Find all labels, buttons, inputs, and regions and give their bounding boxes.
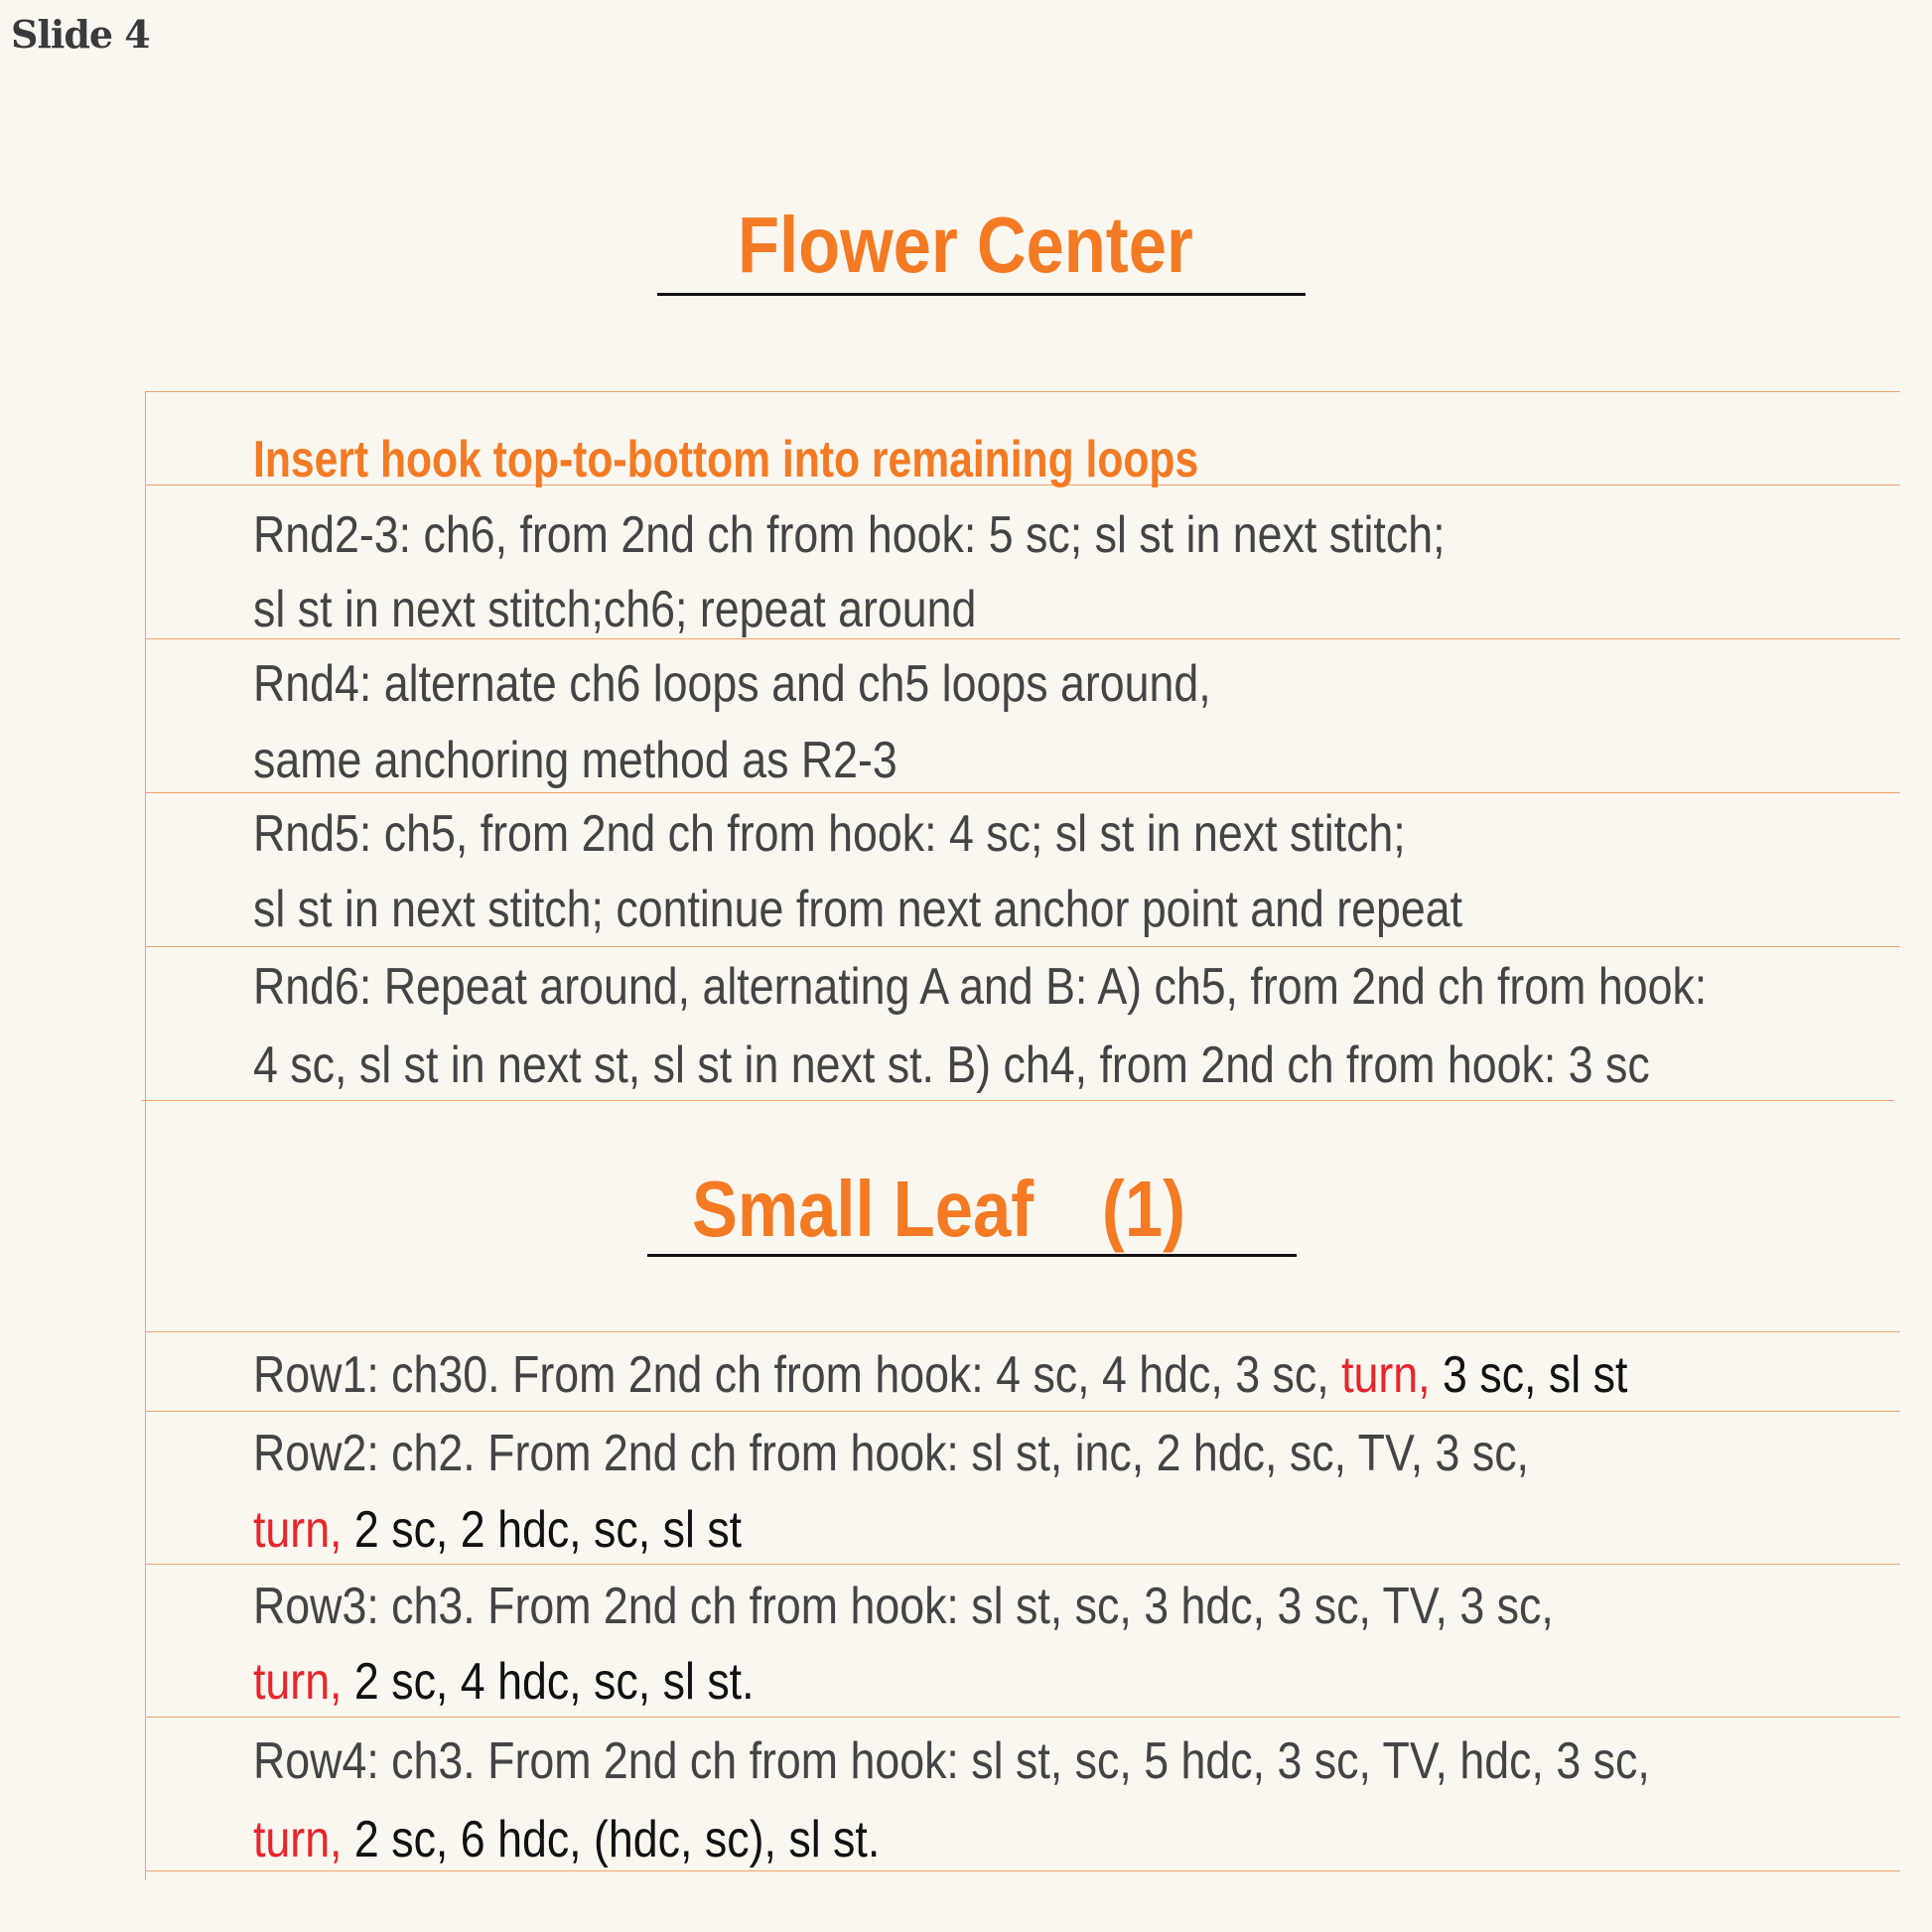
rule-line xyxy=(145,391,1900,392)
row4-line1: Row4: ch3. From 2nd ch from hook: sl st, sc, 5 hdc, 3 sc, TV, hdc, 3 sc, xyxy=(253,1732,1650,1790)
rnd5-line1: Rnd5: ch5, from 2nd ch from hook: 4 sc; sl st in next stitch; xyxy=(253,805,1406,863)
turn-word: turn, xyxy=(1341,1346,1431,1404)
rule-line xyxy=(145,638,1900,639)
row3-line1: Row3: ch3. From 2nd ch from hook: sl st, sc, 3 hdc, 3 sc, TV, 3 sc, xyxy=(253,1578,1554,1635)
rule-line xyxy=(145,1564,1900,1565)
flower-center-title: Flower Center xyxy=(738,201,1193,289)
turn-word: turn, xyxy=(253,1653,343,1711)
rnd6-line2: 4 sc, sl st in next st, sl st in next st. B) ch4, from 2nd ch from hook: 3 sc xyxy=(253,1036,1650,1094)
row2-after-turn: 2 sc, 2 hdc, sc, sl st xyxy=(342,1501,743,1559)
slide-label: Slide 4 xyxy=(11,12,150,57)
rule-line xyxy=(141,1100,1894,1101)
flower-center-underline xyxy=(657,293,1306,296)
row4-line2 xyxy=(253,1811,881,1868)
rnd6-line1: Rnd6: Repeat around, alternating A and B: A) ch5, from 2nd ch from hook: xyxy=(253,958,1708,1016)
rule-line xyxy=(145,1331,1900,1332)
rule-line xyxy=(145,1717,1900,1718)
row2-line2 xyxy=(253,1501,743,1559)
rnd4-line2: same anchoring method as R2-3 xyxy=(253,732,897,789)
rule-line xyxy=(145,1411,1900,1412)
row3-after-turn: 2 sc, 4 hdc, sc, sl st. xyxy=(342,1653,755,1711)
row1-line xyxy=(253,1346,1628,1404)
frame-left-rule-bottom xyxy=(145,1100,146,1880)
rnd5-line2: sl st in next stitch; continue from next anchor point and repeat xyxy=(253,881,1463,938)
row1-text: Row1: ch30. From 2nd ch from hook: 4 sc, 4 hdc, 3 sc, xyxy=(253,1346,1342,1404)
flower-center-subhead: Insert hook top-to-bottom into remaining loops xyxy=(253,431,1199,488)
row1-after-turn: 3 sc, sl st xyxy=(1430,1346,1628,1404)
turn-word: turn, xyxy=(253,1811,343,1868)
small-leaf-title: Small Leaf (1) xyxy=(692,1165,1186,1253)
row4-after-turn: 2 sc, 6 hdc, (hdc, sc), sl st. xyxy=(342,1811,881,1868)
turn-word: turn, xyxy=(253,1501,343,1559)
rnd4-line1: Rnd4: alternate ch6 loops and ch5 loops around, xyxy=(253,655,1211,713)
rule-line xyxy=(145,946,1900,947)
row2-line1: Row2: ch2. From 2nd ch from hook: sl st, inc, 2 hdc, sc, TV, 3 sc, xyxy=(253,1425,1529,1482)
rule-line xyxy=(145,792,1900,793)
rule-line xyxy=(145,1870,1900,1871)
frame-left-rule-top xyxy=(145,391,146,1100)
rnd2-3-line2: sl st in next stitch;ch6; repeat around xyxy=(253,581,977,638)
small-leaf-underline xyxy=(647,1254,1297,1257)
row3-line2 xyxy=(253,1653,755,1711)
rnd2-3-line1: Rnd2-3: ch6, from 2nd ch from hook: 5 sc; sl st in next stitch; xyxy=(253,506,1446,564)
